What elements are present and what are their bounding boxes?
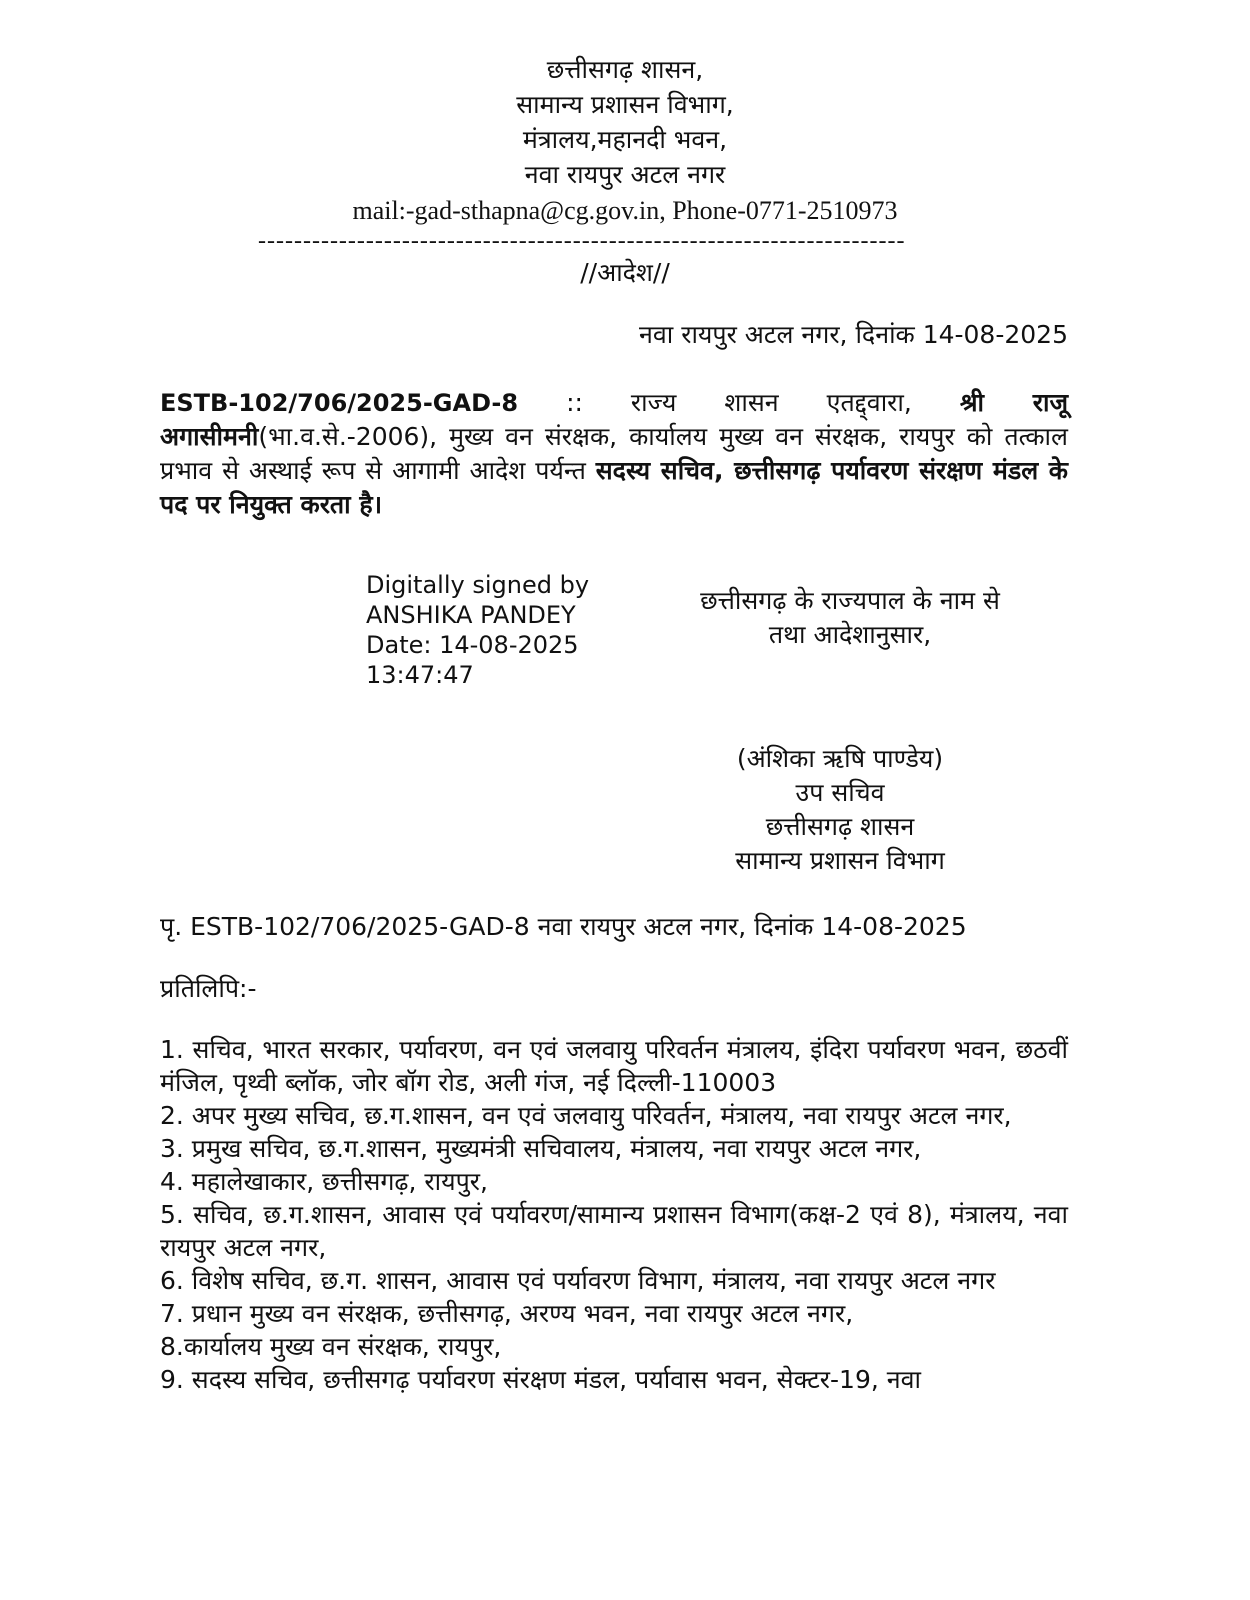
endorsement-line xyxy=(160,910,1068,944)
letterhead xyxy=(0,52,1250,228)
copy-list-item: 6. विशेष सचिव, छ.ग. शासन, आवास एवं पर्यावरण विभाग, मंत्रालय, नवा रायपुर अटल नगर xyxy=(160,1266,996,1295)
copy-list xyxy=(160,1033,1068,1396)
signatory-block xyxy=(690,742,990,878)
authority-block xyxy=(640,584,1060,652)
endorsement-reference-number: ESTB-102/706/2025-GAD-8 xyxy=(190,912,530,941)
copy-list-item: 9. सदस्य सचिव, छत्तीसगढ़ पर्यावरण संरक्षण मंडल, पर्यावास भवन, सेक्टर-19, नवा xyxy=(160,1365,921,1394)
copy-list-item: 2. अपर मुख्य सचिव, छ.ग.शासन, वन एवं जलवायु परिवर्तन, मंत्रालय, नवा रायपुर अटल नगर, xyxy=(160,1101,1012,1130)
copy-list-item: 8.कार्यालय मुख्य वन संरक्षक, रायपुर, xyxy=(160,1332,502,1361)
order-text-intro: :: राज्य शासन एतद्द्वारा, xyxy=(518,388,960,417)
appointed-post: सदस्य सचिव, छत्तीसगढ़ पर्यावरण संरक्षण मंडल के पद पर नियुक्त करता है। xyxy=(160,456,1068,519)
digital-signature-time: 13:47:47 xyxy=(366,661,474,689)
digital-signature-date: Date: 14-08-2025 xyxy=(366,631,579,659)
endorsement-prefix: पृ. xyxy=(160,912,191,941)
officer-name: श्री राजू अगासीमनी xyxy=(160,388,1068,451)
letterhead-city: नवा रायपुर अटल नगर xyxy=(524,160,726,189)
order-reference-number: ESTB-102/706/2025-GAD-8 xyxy=(160,389,519,417)
signatory-designation: उप सचिव xyxy=(795,778,885,807)
digital-signature-signer: ANSHIKA PANDEY xyxy=(366,601,576,629)
order-title: //आदेश// xyxy=(580,258,670,287)
letterhead-building: मंत्रालय,महानदी भवन, xyxy=(522,125,728,154)
endorsement-place-date: नवा रायपुर अटल नगर, दिनांक 14-08-2025 xyxy=(529,912,967,941)
order-text-body: (भा.व.से.-2006), मुख्य वन संरक्षक, कार्यालय मुख्य वन संरक्षक, रायपुर को तत्काल प्रभाव से अस्थाई रूप से आगामी आदेश पर्यन्त xyxy=(160,422,1068,485)
digital-signature-label: Digitally signed by xyxy=(366,571,590,599)
signatory-name: (अंशिका ऋषि पाण्डेय) xyxy=(736,744,944,773)
authority-line-2: तथा आदेशानुसार, xyxy=(768,620,932,649)
order-paragraph xyxy=(160,386,1068,522)
order-place-date: नवा रायपुर अटल नगर, दिनांक 14-08-2025 xyxy=(639,320,1068,349)
copy-list-item: 7. प्रधान मुख्य वन संरक्षक, छत्तीसगढ़, अरण्य भवन, नवा रायपुर अटल नगर, xyxy=(160,1299,854,1328)
signatory-department: सामान्य प्रशासन विभाग xyxy=(735,846,945,875)
authority-line-1: छत्तीसगढ़ के राज्यपाल के नाम से xyxy=(700,586,1000,615)
letterhead-contact: mail:-gad-sthapna@cg.gov.in, Phone-0771-2510973 xyxy=(352,196,898,225)
digital-signature-stamp xyxy=(366,570,589,690)
letterhead-government: छत्तीसगढ़ शासन, xyxy=(546,55,704,84)
header-divider: ------------------------------------------------------------------------ xyxy=(258,228,906,254)
letterhead-department: सामान्य प्रशासन विभाग, xyxy=(516,90,734,119)
signatory-government: छत्तीसगढ़ शासन xyxy=(765,812,915,841)
copy-list-item: 5. सचिव, छ.ग.शासन, आवास एवं पर्यावरण/सामान्य प्रशासन विभाग(कक्ष-2 एवं 8), मंत्रालय, नवा रायपुर अटल नगर, xyxy=(160,1200,1068,1262)
copy-list-item: 1. सचिव, भारत सरकार, पर्यावरण, वन एवं जलवायु परिवर्तन मंत्रालय, इंदिरा पर्यावरण भवन, छठवीं मंजिल, पृथ्वी ब्लॉक, जोर बॉग रोड, अली गंज, नई दिल्ली-110003 xyxy=(160,1035,1068,1097)
copy-list-item: 4. महालेखाकार, छत्तीसगढ़, रायपुर, xyxy=(160,1167,488,1196)
copy-list-item: 3. प्रमुख सचिव, छ.ग.शासन, मुख्यमंत्री सचिवालय, मंत्रालय, नवा रायपुर अटल नगर, xyxy=(160,1134,922,1163)
copy-heading: प्रतिलिपि:- xyxy=(160,974,257,1003)
